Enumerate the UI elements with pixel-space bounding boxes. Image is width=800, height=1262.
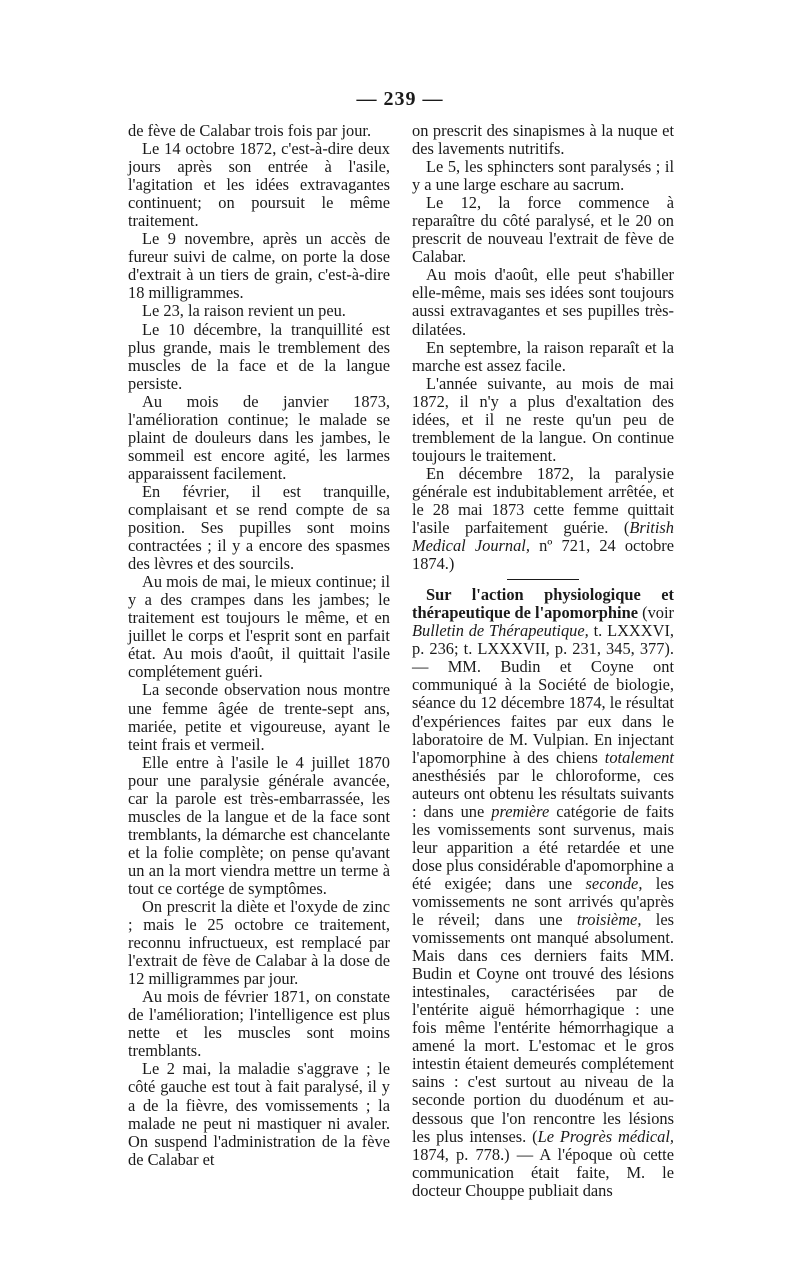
italic-run: totalement: [604, 747, 674, 767]
page-number: — 239 —: [356, 88, 444, 110]
italic-run: seconde,: [585, 873, 643, 893]
text-run: les vomissements ont manqué absolument. Mais dans ces derniers faits MM. Budin et Coyne ont trouvé des lésions intestinales, caractérisées par de l'entérite aiguë hémorrhagique : une fois même l'entérite hémorrhagique a amené la mort. L'estomac et le gros intestin étaient demeurés complétement sains : c'est surtout au niveau de la seconde portion du duodénum et au-dessous que l'on rencontre les lésions les plus intenses. (: [412, 910, 675, 1146]
text-run: (voir: [637, 603, 674, 623]
section-divider: [507, 579, 579, 580]
paragraph: Le 12, la force commence à reparaître du côté paralysé, et le 20 on prescrit de nouveau l'extrait de fève de Calabar.: [412, 193, 674, 267]
citation-journal: British Medical Journal,: [412, 518, 674, 556]
paragraph: on prescrit des sinapismes à la nuque et des lavements nutritifs.: [412, 121, 674, 159]
paragraph: Le 14 octobre 1872, c'est-à-dire deux jours après son entrée à l'asile, l'agitation et les idées extravagantes continuent; on poursuit le même traitement.: [128, 139, 390, 231]
italic-run: Bulletin de Thérapeutique,: [412, 621, 589, 641]
text-run: les vomissements ne sont arrivés qu'après le réveil; dans une: [412, 873, 674, 930]
paragraph: Au mois de mai, le mieux continue; il y a des crampes dans les jambes; le traitement est toujours le même, et en juillet le corps et l'esprit sont en parfait état. Au mois d'août, il quittait l'asile complétement guéri.: [128, 572, 390, 682]
text-run: 1874, p. 778.) — A l'époque où cette communication était faite, M. le docteur Chouppe publiait dans: [412, 1144, 674, 1200]
paragraph: de fève de Calabar trois fois par jour.: [128, 121, 372, 140]
italic-run: troisième,: [576, 910, 642, 930]
right-column: [412, 122, 674, 1200]
text-run: anesthésiés par le chloroforme, ces auteurs ont obtenu les résultats suivants : dans une: [412, 765, 674, 821]
paragraph: Au mois de février 1871, on constate de l'amélioration; l'intelligence est plus nette et les muscles sont moins tremblants.: [128, 987, 390, 1061]
paragraph: On prescrit la diète et l'oxyde de zinc ; mais le 25 octobre ce traitement, reconnu infructueux, est remplacé par l'extrait de fève de Calabar à la dose de 12 milligrammes par jour.: [128, 897, 390, 989]
italic-run: première: [491, 801, 550, 821]
paragraph-with-citation: [412, 465, 674, 573]
section-paragraph: [412, 586, 674, 1200]
paragraph: Elle entre à l'asile le 4 juillet 1870 pour une paralysie générale avancée, car la parole est très-embarrassée, les muscles de la langue et de la face sont tremblants, la démarche est chancelante et la folie complète; on pense qu'avant un an la mort viendra mettre un terme à tout ce cortége de symptômes.: [128, 752, 390, 898]
paragraph: En septembre, la raison reparaît et la marche est assez facile.: [412, 337, 674, 375]
paragraph: Au mois de janvier 1873, l'amélioration continue; le malade se plaint de douleurs dans les jambes, le sommeil est encore agité, les larmes apparaissent facilement.: [128, 391, 390, 483]
paragraph: La seconde observation nous montre une femme âgée de trente-sept ans, mariée, petite et vigoureuse, ayant le teint frais et vermeil.: [128, 680, 390, 754]
left-column: [128, 122, 390, 1169]
section-title: Sur l'action physiologique et thérapeutique de l'apomorphine: [412, 585, 674, 623]
text-run: t. LXXXVI, p. 236; t. LXXXVII, p. 231, 345, 377). — MM. Budin et Coyne ont communiqué à la Société de biologie, séance du 12 décembre 1874, le résultat d'expériences faites par eux dans le laboratoire de M. Vulpian. En injectant l'apomorphine à des chiens: [412, 621, 674, 767]
paragraph: Au mois d'août, elle peut s'habiller elle-même, mais ses idées sont toujours aussi extravagantes et ses pupilles très-dilatées.: [412, 265, 674, 339]
text-run: catégorie de faits les vomissements sont survenus, mais leur apparition a été retardée et une dose plus considérable d'apomorphine a été exigée; dans une: [412, 801, 674, 893]
paragraph: Le 2 mai, la maladie s'aggrave ; le côté gauche est tout à fait paralysé, il y a de la fièvre, des vomissements ; la malade ne peut ni mastiquer ni avaler. On suspend l'administration de la fève de Calabar et: [128, 1059, 390, 1169]
citation-details: nº 721, 24 octobre 1874.): [412, 536, 675, 574]
paragraph: Le 5, les sphincters sont paralysés ; il y a une large eschare au sacrum.: [412, 157, 674, 195]
paragraph: L'année suivante, au mois de mai 1872, il n'y a plus d'exaltation des idées, et il ne reste qu'un peu de tremblement de la langue. On continue toujours le traitement.: [412, 373, 674, 465]
paragraph-text: En décembre 1872, la paralysie générale est indubitablement arrêtée, et le 28 mai 1873 cette femme quittait l'asile parfaitement guérie. (: [412, 463, 674, 538]
italic-run: Le Progrès médical,: [537, 1126, 674, 1146]
paragraph: Le 10 décembre, la tranquillité est plus grande, mais le tremblement des muscles de la face et de la langue persiste.: [128, 319, 390, 393]
paragraph: Le 23, la raison revient un peu.: [142, 301, 346, 321]
paragraph: En février, il est tranquille, complaisant et se rend compte de sa position. Ses pupilles sont moins contractées ; il y a encore des spasmes des lèvres et des sourcils.: [128, 481, 390, 574]
paragraph: Le 9 novembre, après un accès de fureur suivi de calme, on porte la dose d'extrait à un tiers de grain, c'est-à-dire 18 milligrammes.: [128, 229, 390, 303]
